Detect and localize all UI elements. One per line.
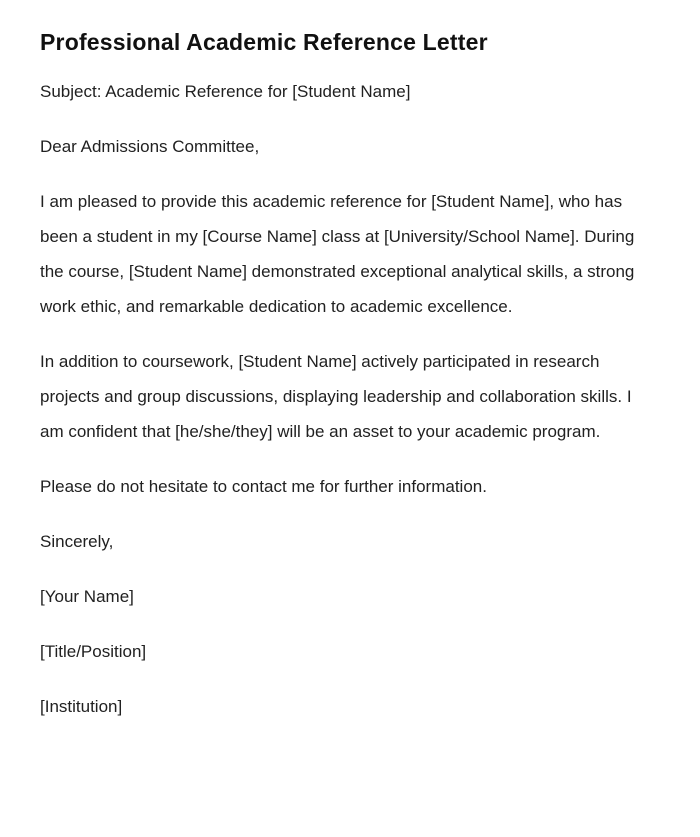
closing: Sincerely,	[40, 532, 114, 551]
letter-title: Professional Academic Reference Letter	[40, 29, 488, 55]
body-paragraph-3: Please do not hesitate to contact me for further information.	[40, 477, 487, 496]
signature-institution: [Institution]	[40, 697, 123, 716]
signature-name: [Your Name]	[40, 587, 134, 606]
body-paragraph-1: I am pleased to provide this academic reference for [Student Name], who has been a student in my [Course Name] class at [University/School Name]. During the course, [Student Name] demonstrated exceptional analytical skills, a strong work ethic, and remarkable dedication to academic excellence.	[40, 192, 635, 316]
subject-line: Subject: Academic Reference for [Student Name]	[40, 82, 411, 101]
body-paragraph-2: In addition to coursework, [Student Name] actively participated in research projects and group discussions, displaying leadership and collaboration skills. I am confident that [he/she/they] will be an asset to your academic program.	[40, 352, 632, 441]
signature-title-position: [Title/Position]	[40, 642, 147, 661]
salutation: Dear Admissions Committee,	[40, 137, 260, 156]
